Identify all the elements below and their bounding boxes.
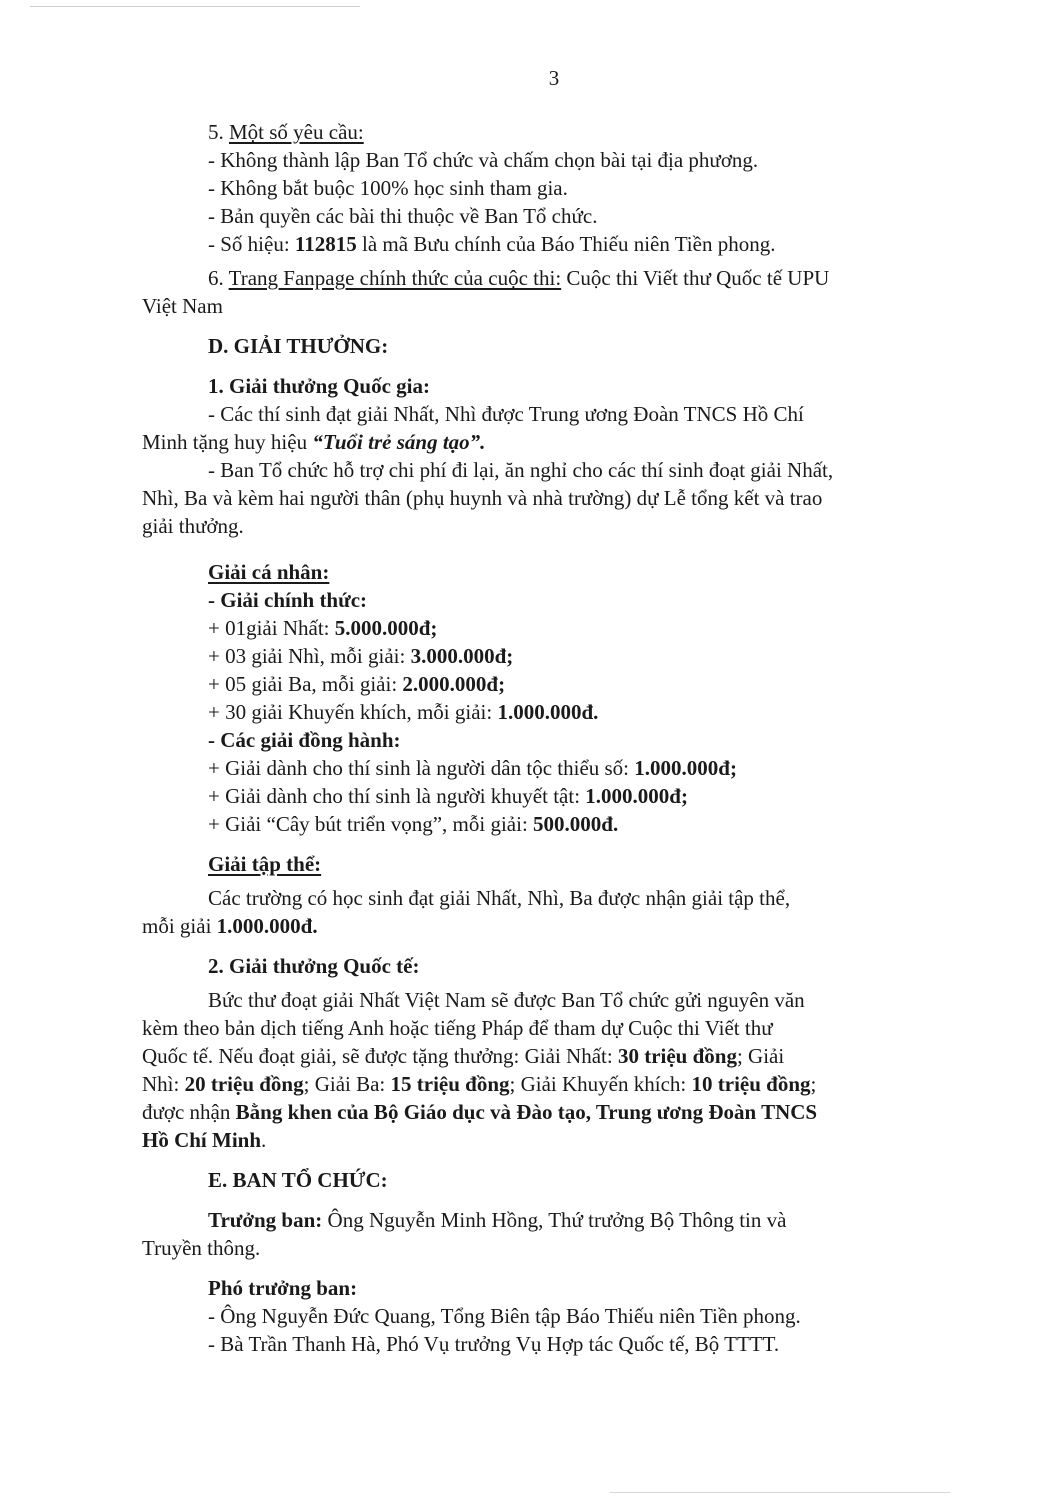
- scan-artifact-bottom: [610, 1492, 950, 1493]
- official-prize-item: + 05 giải Ba, mỗi giải: 2.000.000đ;: [208, 672, 506, 696]
- collective-prize-text: Các trường có học sinh đạt giải Nhất, Nhì, Ba được nhận giải tập thể,: [208, 886, 791, 910]
- deputy-item: - Bà Trần Thanh Hà, Phó Vụ trưởng Vụ Hợp tác Quốc tế, Bộ TTTT.: [208, 1332, 780, 1356]
- deputy-title: Phó trưởng ban:: [208, 1276, 358, 1300]
- section5-code-line: - Số hiệu: 112815 là mã Bưu chính của Báo Thiếu niên Tiền phong.: [208, 232, 776, 256]
- international-text: Hồ Chí Minh.: [142, 1128, 267, 1152]
- head-of-committee-cont: Truyền thông.: [142, 1236, 261, 1260]
- deputy-item: - Ông Nguyễn Đức Quang, Tổng Biên tập Báo Thiếu niên Tiền phong.: [208, 1304, 801, 1328]
- section5-item: - Không bắt buộc 100% học sinh tham gia.: [208, 176, 568, 200]
- fanpage-label: Trang Fanpage chính thức của cuộc thi:: [228, 266, 562, 290]
- official-prize-title: - Giải chính thức:: [208, 588, 368, 612]
- international-text: Nhì: 20 triệu đồng; Giải Ba: 15 triệu đồng; Giải Khuyến khích: 10 triệu đồng;: [142, 1072, 817, 1096]
- fanpage-name-cont: Việt Nam: [142, 294, 223, 318]
- international-text: Quốc tế. Nếu đoạt giải, sẽ được tặng thưởng: Giải Nhất: 30 triệu đồng; Giải: [142, 1044, 785, 1068]
- international-text: được nhận Bằng khen của Bộ Giáo dục và Đào tạo, Trung ương Đoàn TNCS: [142, 1100, 818, 1124]
- section-d-title: D. GIẢI THƯỞNG:: [208, 334, 389, 358]
- page-number: 3: [548, 66, 560, 90]
- international-prize-title: 2. Giải thưởng Quốc tế:: [208, 954, 420, 978]
- scan-artifact-top: [30, 6, 360, 7]
- individual-prize-title: Giải cá nhân:: [208, 560, 330, 584]
- section6-line: 6. Trang Fanpage chính thức của cuộc thi: Cuộc thi Viết thư Quốc tế UPU: [208, 266, 830, 290]
- collective-prize-title: Giải tập thể:: [208, 852, 322, 876]
- companion-prize-item: + Giải dành cho thí sinh là người dân tộc thiểu số: 1.000.000đ;: [208, 756, 737, 780]
- official-prize-item: + 30 giải Khuyến khích, mỗi giải: 1.000.000đ.: [208, 700, 599, 724]
- section5-item: - Bản quyền các bài thi thuộc về Ban Tổ chức.: [208, 204, 598, 228]
- section5-heading: 5. Một số yêu cầu:: [208, 120, 364, 144]
- document-body: [142, 118, 972, 1358]
- postal-code: 112815: [294, 232, 357, 256]
- collective-prize-text-cont: mỗi giải 1.000.000đ.: [142, 914, 318, 938]
- national-para1: - Các thí sinh đạt giải Nhất, Nhì được Trung ương Đoàn TNCS Hồ Chí: [208, 402, 804, 426]
- international-text: kèm theo bản dịch tiếng Anh hoặc tiếng Pháp để tham dự Cuộc thi Viết thư: [142, 1016, 773, 1040]
- international-text: Bức thư đoạt giải Nhất Việt Nam sẽ được Ban Tổ chức gửi nguyên văn: [208, 988, 805, 1012]
- national-para1-cont: Minh tặng huy hiệu “Tuổi trẻ sáng tạo”.: [142, 430, 486, 454]
- companion-prize-item: + Giải “Cây bút triển vọng”, mỗi giải: 500.000đ.: [208, 812, 619, 836]
- section5-heading-text: Một số yêu cầu:: [229, 120, 364, 144]
- companion-prize-item: + Giải dành cho thí sinh là người khuyết tật: 1.000.000đ;: [208, 784, 688, 808]
- companion-prize-title: - Các giải đồng hành:: [208, 728, 401, 752]
- official-prize-item: + 03 giải Nhì, mỗi giải: 3.000.000đ;: [208, 644, 514, 668]
- official-prize-item: + 01giải Nhất: 5.000.000đ;: [208, 616, 438, 640]
- badge-name: “Tuổi trẻ sáng tạo”.: [312, 430, 486, 454]
- national-para2: - Ban Tổ chức hỗ trợ chi phí đi lại, ăn nghỉ cho các thí sinh đoạt giải Nhất,: [208, 458, 834, 482]
- section-e-title: E. BAN TỔ CHỨC:: [208, 1168, 388, 1192]
- national-prize-title: 1. Giải thưởng Quốc gia:: [208, 374, 430, 398]
- section5-item: - Không thành lập Ban Tổ chức và chấm chọn bài tại địa phương.: [208, 148, 759, 172]
- fanpage-name: Cuộc thi Viết thư Quốc tế UPU: [561, 266, 830, 290]
- national-para2-end: giải thưởng.: [142, 514, 244, 538]
- head-of-committee: Trưởng ban: Ông Nguyễn Minh Hồng, Thứ trưởng Bộ Thông tin và: [208, 1208, 787, 1232]
- national-para2-cont: Nhì, Ba và kèm hai người thân (phụ huynh và nhà trường) dự Lễ tổng kết và trao: [142, 486, 823, 510]
